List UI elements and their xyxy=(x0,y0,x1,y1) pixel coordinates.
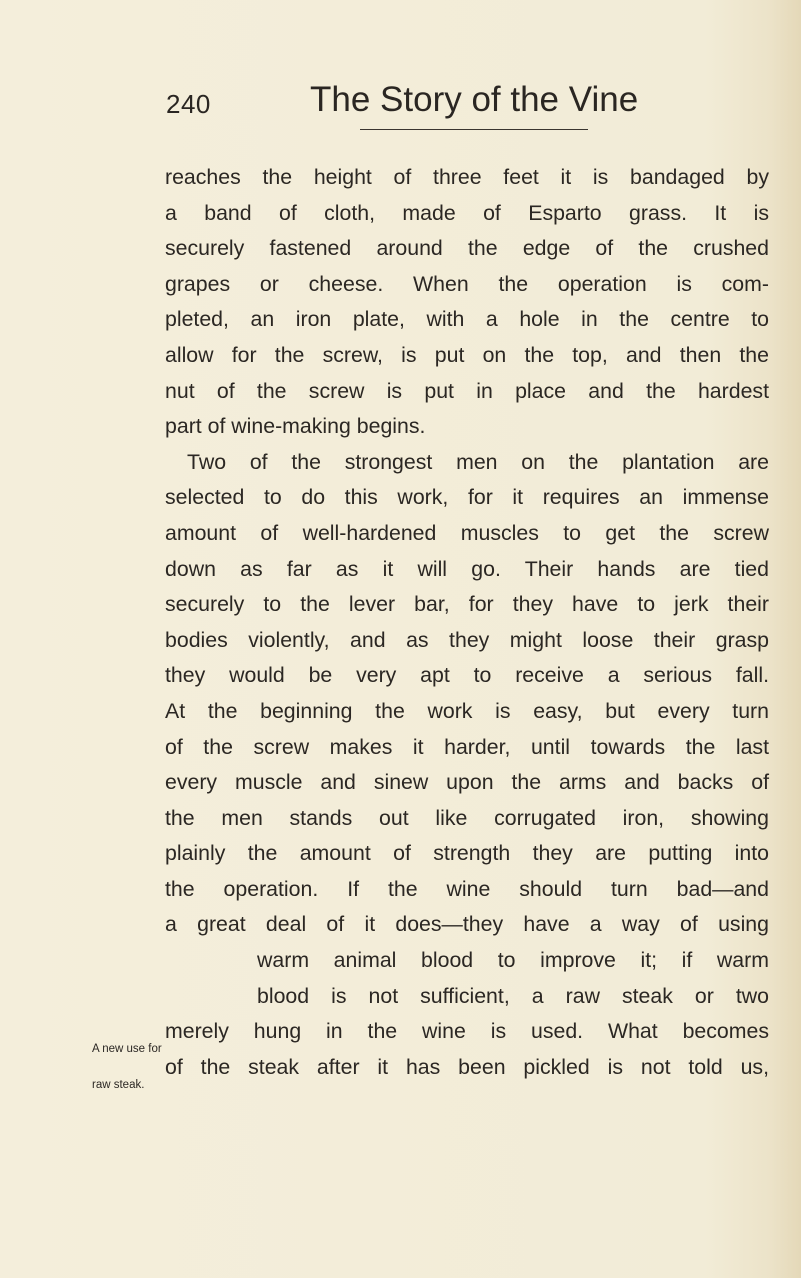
text-line: they would be very apt to receive a serious fall. xyxy=(165,663,769,688)
text-line: securely fastened around the edge of the crushed xyxy=(165,236,769,261)
text-line: part of wine-making begins. xyxy=(165,414,426,439)
text-line: amount of well-hardened muscles to get the screw xyxy=(165,520,769,545)
text-line: nut of the screw is put in place and the hardest xyxy=(165,378,769,403)
text-line: blood is not sufficient, a raw steak or two xyxy=(257,983,769,1008)
text-line: selected to do this work, for it requires an immense xyxy=(165,485,769,510)
text-line: grapes or cheese. When the operation is com- xyxy=(165,271,769,296)
text-line: At the beginning the work is easy, but every turn xyxy=(165,698,769,723)
text-line: securely to the lever bar, for they have to jerk their xyxy=(165,592,769,617)
margin-note-line: A new use for xyxy=(92,1043,162,1055)
text-line: reaches the height of three feet it is bandaged by xyxy=(165,165,769,189)
margin-note xyxy=(92,1032,164,1103)
text-line: of the screw makes it harder, until towards the last xyxy=(165,734,769,759)
page-header xyxy=(0,72,801,132)
text-line: down as far as it will go. Their hands are tied xyxy=(165,556,769,581)
text-line: a great deal of it does—they have a way of using xyxy=(165,912,769,937)
margin-note-line: raw steak. xyxy=(92,1078,145,1091)
running-title: The Story of the Vine xyxy=(310,80,639,119)
text-line: allow for the screw, is put on the top, and then the xyxy=(165,342,769,367)
page-number: 240 xyxy=(166,89,211,119)
text-line: the men stands out like corrugated iron, showing xyxy=(165,805,769,830)
text-line: the operation. If the wine should turn bad—and xyxy=(165,876,769,901)
text-line: pleted, an iron plate, with a hole in the centre to xyxy=(165,307,769,332)
text-line: of the steak after it has been pickled is not told us, xyxy=(165,1054,769,1079)
text-line: plainly the amount of strength they are putting into xyxy=(165,841,769,866)
text-line: a band of cloth, made of Esparto grass. It is xyxy=(165,200,769,225)
text-line: every muscle and sinew upon the arms and backs of xyxy=(165,770,769,795)
text-line: warm animal blood to improve it; if warm xyxy=(257,948,769,973)
text-line: bodies violently, and as they might loose their grasp xyxy=(165,627,769,652)
text-line: merely hung in the wine is used. What becomes xyxy=(165,1019,769,1044)
header-rule xyxy=(360,129,588,130)
body-text xyxy=(165,160,769,1085)
paragraph-first-line: Two of the strongest men on the plantation are xyxy=(187,449,769,474)
